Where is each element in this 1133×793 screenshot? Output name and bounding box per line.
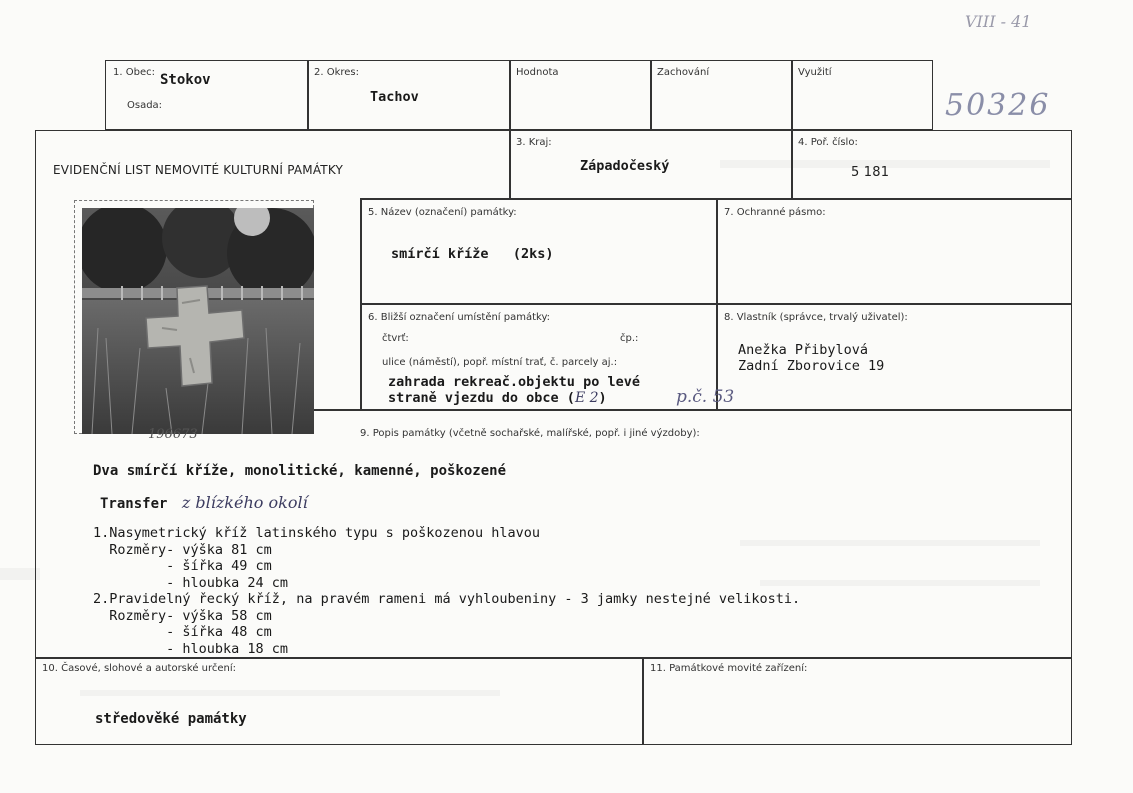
popis-item: - šířka 49 cm (93, 558, 272, 574)
nazev-value: smírčí kříže (2ks) (391, 246, 554, 262)
umisteni-line-2-typed: straně vjezdu do obce ( (388, 390, 575, 406)
inventory-number: 50326 (945, 88, 1051, 123)
popis-item: 1.Nasymetrický kříž latinského typu s poškozenou hlavou (93, 525, 541, 541)
kraj-value: Západočeský (580, 158, 670, 174)
parcel-handwritten: p.č. 53 (676, 387, 735, 407)
popis-item: - hloubka 24 cm (93, 574, 289, 591)
transfer-handwritten: z blízkého okolí (181, 493, 308, 512)
movite-label: 11. Památkové movité zařízení: (650, 663, 808, 674)
umisteni-line-1: zahrada rekreač.objektu po levé (388, 374, 640, 390)
casove-value: středověké památky (95, 711, 247, 727)
popis-item: - šířka 48 cm (93, 624, 272, 640)
okres-label: 2. Okres: (314, 67, 360, 78)
popis-item: - hloubka 18 cm (93, 640, 289, 657)
obec-value: Stokov (160, 72, 211, 88)
casove-label: 10. Časové, slohové a autorské určení: (42, 663, 237, 674)
hodnota-label: Hodnota (516, 67, 559, 78)
obec-label: 1. Obec: (113, 67, 155, 78)
vyuziti-label: Využití (798, 67, 832, 78)
corner-note: VIII - 41 (965, 12, 1032, 31)
umisteni-line-2-end: ) (598, 390, 607, 406)
popis-items (93, 525, 800, 657)
kraj-label: 3. Kraj: (516, 137, 552, 148)
okres-value: Tachov (370, 89, 419, 105)
popis-item: 2.Pravidelný řecký kříž, na pravém rameni má vyhloubeniny - 3 jamky nestejné velikosti. (93, 591, 801, 607)
vlastnik-line-1: Anežka Přibylová (738, 342, 869, 358)
zachovani-label: Zachování (657, 67, 710, 78)
transfer-line (100, 493, 308, 512)
monument-photo (74, 200, 314, 434)
popis-line-1: Dva smírčí kříže, monolitické, kamenné, poškozené (93, 463, 507, 479)
crosses-photo (82, 208, 314, 434)
osada-label: Osada: (127, 100, 163, 111)
ulice-label: ulice (náměstí), popř. místní trať, č. parcely aj.: (382, 357, 618, 368)
ochranne-label: 7. Ochranné pásmo: (724, 207, 826, 218)
por-cislo-label: 4. Poř. číslo: (798, 137, 858, 148)
popis-item: Rozměry- výška 58 cm (93, 607, 272, 624)
cp-label: čp.: (620, 333, 639, 344)
vlastnik-line-2: Zadní Zborovice 19 (738, 358, 885, 374)
popis-label: 9. Popis památky (včetně sochařské, malířské, popř. i jiné výzdoby): (360, 428, 700, 439)
transfer-typed: Transfer (100, 496, 168, 512)
por-cislo-value: 5 181 (851, 165, 890, 180)
umisteni-label: 6. Bližší označení umístění památky: (368, 312, 551, 323)
umisteni-line-2-hand: E 2 (574, 390, 599, 406)
popis-item: Rozměry- výška 81 cm (93, 541, 272, 558)
ctvrt-label: čtvrť: (382, 333, 409, 344)
photo-number: 196673 (148, 427, 198, 442)
nazev-label: 5. Název (označení) památky: (368, 207, 517, 218)
form-title: EVIDENČNÍ LIST NEMOVITÉ KULTURNÍ PAMÁTKY (53, 163, 343, 177)
umisteni-line-2 (388, 390, 607, 406)
vlastnik-label: 8. Vlastník (správce, trvalý uživatel): (724, 312, 908, 323)
